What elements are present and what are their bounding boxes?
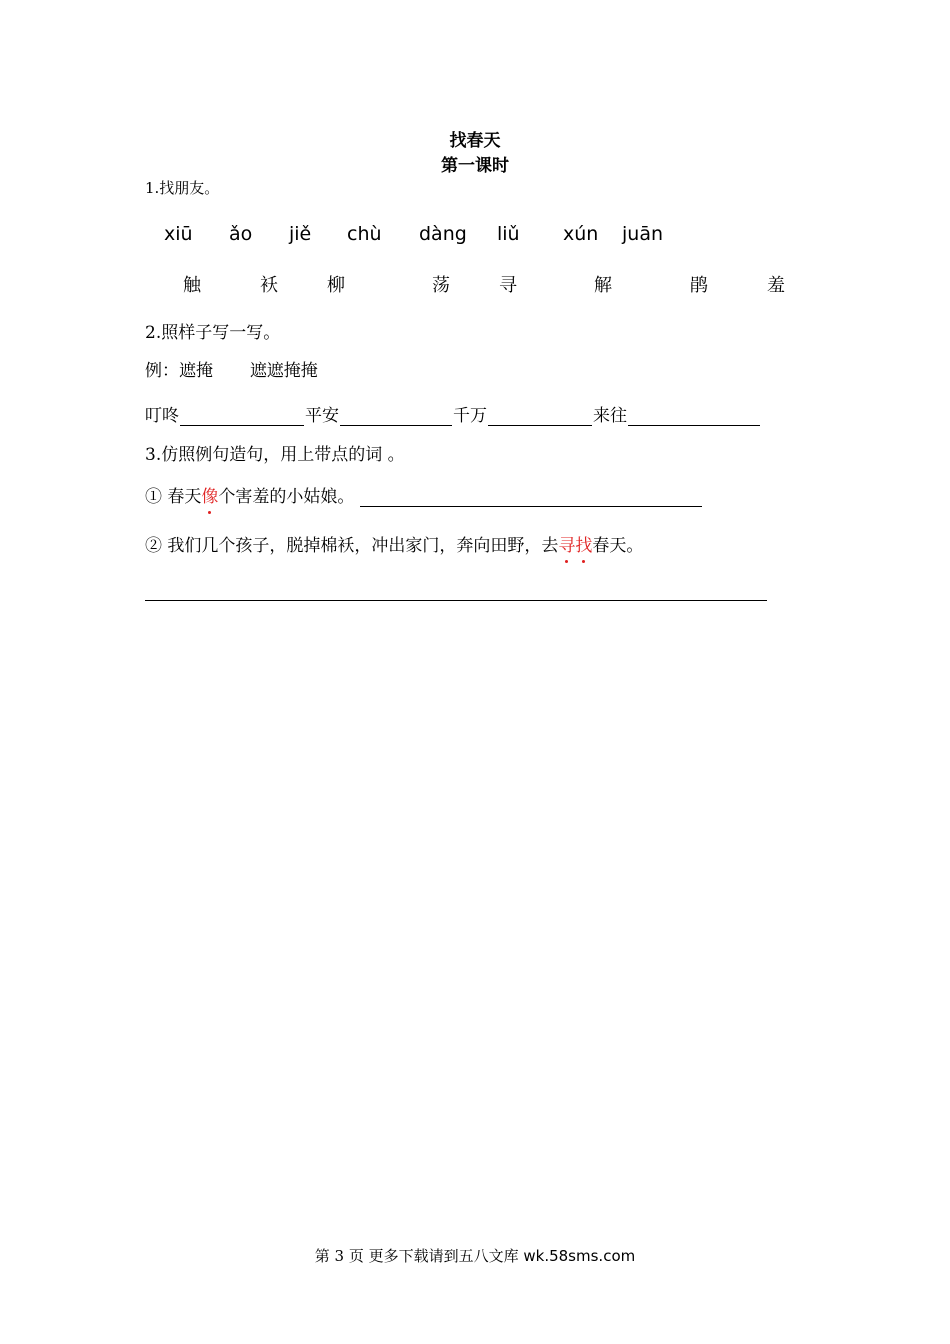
fill-word: 平安 xyxy=(305,406,339,426)
pinyin-item: chù xyxy=(347,223,382,245)
character-item: 触 xyxy=(183,275,201,296)
footer-site: wk.58sms.com xyxy=(523,1247,636,1265)
character-item: 解 xyxy=(594,275,612,296)
pinyin-item: xún xyxy=(563,223,599,245)
question-2-label: 2.照样子写一写。 xyxy=(145,323,281,343)
footer-text: 第 3 页 更多下载请到五八文库 xyxy=(314,1247,524,1265)
answer-blank[interactable] xyxy=(360,486,702,507)
answer-line[interactable] xyxy=(145,600,767,601)
character-item: 羞 xyxy=(767,275,785,296)
fill-word: 千万 xyxy=(453,406,487,426)
example-line xyxy=(145,356,318,381)
character-item: 袄 xyxy=(260,275,278,296)
pinyin-item: xiū xyxy=(164,223,193,245)
character-item: 柳 xyxy=(327,275,345,296)
sentence-1 xyxy=(145,481,703,507)
fill-in-row xyxy=(145,400,761,426)
fill-word: 来往 xyxy=(593,406,627,426)
character-item: 荡 xyxy=(432,275,450,296)
dotted-word: 像 xyxy=(201,482,218,507)
dotted-word xyxy=(558,536,592,556)
sentence-1-prefix: ① 春天 xyxy=(145,487,202,507)
sentence-2-prefix: ② 我们几个孩子，脱掉棉袄，冲出家门，奔向田野，去 xyxy=(145,536,559,556)
page-title: 找春天 xyxy=(449,131,501,151)
example-word: 例：遮掩 xyxy=(145,361,213,381)
character-item: 寻 xyxy=(499,275,517,296)
question-1-label: 1.找朋友。 xyxy=(145,179,220,197)
answer-blank[interactable] xyxy=(180,405,304,426)
example-answer: 遮遮掩掩 xyxy=(249,361,318,381)
pinyin-item: liǔ xyxy=(497,223,520,245)
pinyin-item: jiě xyxy=(289,223,312,245)
pinyin-item: ǎo xyxy=(229,223,253,245)
page-footer xyxy=(0,1245,950,1266)
pinyin-item: juān xyxy=(622,223,664,245)
dotted-char: 找 xyxy=(575,531,592,556)
character-item: 鹃 xyxy=(690,275,708,296)
sentence-2 xyxy=(145,531,643,556)
sentence-1-suffix: 个害羞的小姑娘。 xyxy=(218,487,355,507)
answer-blank[interactable] xyxy=(488,405,592,426)
question-3-label: 3.仿照例句造句，用上带点的词 。 xyxy=(145,445,405,465)
page-subtitle: 第一课时 xyxy=(441,156,509,176)
dotted-char: 寻 xyxy=(558,531,575,556)
sentence-2-suffix: 春天。 xyxy=(592,536,644,556)
fill-word: 叮咚 xyxy=(145,406,179,426)
answer-blank[interactable] xyxy=(340,405,452,426)
pinyin-item: dàng xyxy=(419,223,467,245)
answer-blank[interactable] xyxy=(628,405,760,426)
